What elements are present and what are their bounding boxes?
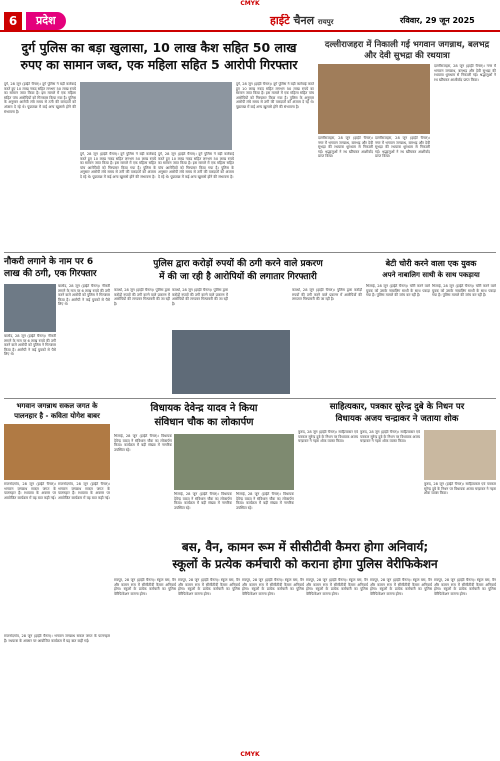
story8-headline-1: बस, वैन, कामन रूम में सीसीटीवी कैमरा होगा अनिवार्य; — [181, 540, 429, 554]
right-top-body-2: दल्लीराजहरा, 28 जून (हाईटे चैनल)। नगर में भगवान जगन्नाथ, बलभद्र और देवी सुभद्रा की रथयात्रा धूमधाम से निकाली गई। श्रद्धालुओं ने रथ खींचकर आशीर्वाद प्राप्त किया। — [375, 136, 430, 159]
right-top-body-1: दल्लीराजहरा, 28 जून (हाईटे चैनल)। नगर में भगवान जगन्नाथ, बलभद्र और देवी सुभद्रा की रथयात्रा धूमधाम से निकाली गई। श्रद्धालुओं ने रथ खींचकर आशीर्वाद प्राप्त किया। — [318, 136, 373, 159]
story3-headline-1: पुलिस द्वारा करोड़ों रुपयों की ठगी करने वाले प्रकरण — [153, 259, 323, 269]
story8-body-6: रायपुर, 28 जून (हाईटे चैनल)। स्कूल बस, वैन और कामन रूम में सीसीटीवी कैमरा अनिवार्य होगा। स्कूलों के प्रत्येक कर्मचारी का पुलिस वेरीफिकेशन कराना होगा। — [434, 578, 496, 596]
cmyk-logo: CMYK — [240, 0, 260, 7]
story6-headline-2: संविधान चौक का लोकार्पण — [154, 417, 254, 428]
right-top-body-3: दल्लीराजहरा, 28 जून (हाईटे चैनल)। नगर में भगवान जगन्नाथ, बलभद्र और देवी सुभद्रा की रथयात्रा धूमधाम से निकाली गई। श्रद्धालुओं ने रथ खींचकर आशीर्वाद प्राप्त किया। — [434, 64, 496, 82]
story7-body-2: कुरुद, 28 जून (हाईटे चैनल)। साहित्यकार एवं पत्रकार सुरेन्द्र दुबे के निधन पर विधायक अजय चन्द्राकर ने गहरा शोक व्यक्त किया। — [360, 430, 420, 444]
masthead — [270, 13, 333, 28]
story6-headline-1: विधायक देवेन्द्र यादव ने किया — [150, 403, 258, 414]
story4-body-1: भिलाई, 28 जून (हाईटे चैनल)। चोरी करने वाले युवक को उसके नाबालिग साथी के साथ पकड़ा गया है। पुलिस मामले की जांच कर रही है। — [366, 284, 430, 298]
masthead-city: रायपुर — [317, 18, 334, 26]
story7-headline-2: विधायक अजय चन्द्राकर ने जताया शोक — [335, 414, 459, 424]
story2-body-2: बालोद, 28 जून (हाईटे चैनल)। नौकरी लगाने के नाम पर 6 लाख रुपये की ठगी करने वाले आरोपी को पुलिस ने गिरफ्तार किया है। आरोपी ने कई युवकों से पैसे लिए थे। — [4, 334, 56, 357]
story6-body-3: भिलाई, 28 जून (हाईटे चैनल)। विधायक देवेन्द्र यादव ने संविधान चौक का लोकार्पण किया। कार्यक्रम में बड़ी संख्या में नागरिक उपस्थित रहे। — [236, 492, 294, 510]
cmyk-logo-footer: CMYK — [240, 751, 260, 758]
story8-headline-2: स्कूलों के प्रत्येक कर्मचारी को कराना होगा पुलिस वेरीफिकेशन — [172, 557, 438, 571]
story7-body-1: कुरुद, 28 जून (हाईटे चैनल)। साहित्यकार एवं पत्रकार सुरेन्द्र दुबे के निधन पर विधायक अजय चन्द्राकर ने गहरा शोक व्यक्त किया। — [298, 430, 358, 444]
story7-body-3: कुरुद, 28 जून (हाईटे चैनल)। साहित्यकार एवं पत्रकार सुरेन्द्र दुबे के निधन पर विधायक अजय चन्द्राकर ने गहरा शोक व्यक्त किया। — [424, 482, 496, 496]
story8-body-2: रायपुर, 28 जून (हाईटे चैनल)। स्कूल बस, वैन और कामन रूम में सीसीटीवी कैमरा अनिवार्य होगा। स्कूलों के प्रत्येक कर्मचारी का पुलिस वेरीफिकेशन कराना होगा। — [178, 578, 240, 596]
lead-headline-2: रुपए का सामान जब्त, एक महिला सहित 5 आरोपी गिरफ्तार — [20, 57, 298, 72]
story5-body-1: राजनांदगांव, 28 जून (हाईटे चैनल)। भगवान जगन्नाथ सकल जगत के पालनहार हैं। रथयात्रा के अवसर पर आयोजित कार्यक्रम में यह बात कही गई। — [4, 482, 56, 500]
lead-body-col-4: दुर्ग, 28 जून (हाईटे चैनल)। दुर्ग पुलिस ने बड़ी कार्रवाई करते हुए 10 लाख नकद सहित लगभग 50 लाख रुपये का सामान जब्त किया है। इस मामले में एक महिला सहित पांच आरोपियों को गिरफ्तार किया गया है। पुलिस के अनुसार आरोपी लंबे समय से ठगी की वारदातों को अंजाम दे रहे थे। पूछताछ में कई अन्य खुलासे होने की संभावना है। — [236, 82, 314, 109]
footer-registration-bar — [0, 751, 500, 761]
story4-headline-2: अपने नाबालिग साथी के साथ पकड़ाया — [382, 271, 480, 279]
story7-photo — [424, 430, 496, 480]
story8-body-1: रायपुर, 28 जून (हाईटे चैनल)। स्कूल बस, वैन और कामन रूम में सीसीटीवी कैमरा अनिवार्य होगा। स्कूलों के प्रत्येक कर्मचारी का पुलिस वेरीफिकेशन कराना होगा। — [114, 578, 176, 596]
masthead-left: हाईटे — [270, 14, 290, 27]
section-tab: प्रदेश — [26, 12, 66, 30]
right-top-headline: दल्लीराजहरा में निकाली गई भगवान जगन्नाथ, बलभद्र और देवी सुभद्रा की रथयात्रा — [324, 40, 490, 61]
story5-headline-1: भगवान जगन्नाथ सकल जगत के — [16, 402, 98, 410]
divider — [4, 252, 496, 253]
issue-date: रविवार, 29 जून 2025 — [400, 16, 475, 25]
story8-body-3: रायपुर, 28 जून (हाईटे चैनल)। स्कूल बस, वैन और कामन रूम में सीसीटीवी कैमरा अनिवार्य होगा। स्कूलों के प्रत्येक कर्मचारी का पुलिस वेरीफिकेशन कराना होगा। — [242, 578, 304, 596]
story6-photo — [174, 434, 294, 490]
page-number: 6 — [4, 12, 22, 30]
story2-headline: नौकरी लगाने के नाम पर 6 लाख की ठगी, एक गिरफ्तार — [4, 257, 97, 279]
lead-headline-1: दुर्ग पुलिस का बड़ा खुलासा, 10 लाख कैश सहित 50 लाख — [21, 40, 297, 55]
lead-body-col-1: दुर्ग, 28 जून (हाईटे चैनल)। दुर्ग पुलिस ने बड़ी कार्रवाई करते हुए 10 लाख नकद सहित लगभग 50 लाख रुपये का सामान जब्त किया है। इस मामले में एक महिला सहित पांच आरोपियों को गिरफ्तार किया गया है। पुलिस के अनुसार आरोपी लंबे समय से ठगी की वारदातों को अंजाम दे रहे थे। पूछताछ में कई अन्य खुलासे होने की संभावना है। — [4, 82, 76, 114]
top-registration-bar — [0, 0, 500, 10]
story6-body-2: भिलाई, 28 जून (हाईटे चैनल)। विधायक देवेन्द्र यादव ने संविधान चौक का लोकार्पण किया। कार्यक्रम में बड़ी संख्या में नागरिक उपस्थित रहे। — [174, 492, 232, 510]
rathyatra-photo — [318, 64, 430, 134]
story5-body-2: राजनांदगांव, 28 जून (हाईटे चैनल)। भगवान जगन्नाथ सकल जगत के पालनहार हैं। रथयात्रा के अवसर पर आयोजित कार्यक्रम में यह बात कही गई। — [58, 482, 110, 500]
divider — [4, 398, 496, 399]
story3-body-1: कवर्धा, 28 जून (हाईटे चैनल)। पुलिस द्वारा करोड़ों रुपयों की ठगी करने वाले प्रकरण में आरोपियों की लगातार गिरफ्तारी की जा रही है। — [114, 288, 170, 306]
lead-photo — [80, 82, 232, 150]
story8-body-4: रायपुर, 28 जून (हाईटे चैनल)। स्कूल बस, वैन और कामन रूम में सीसीटीवी कैमरा अनिवार्य होगा। स्कूलों के प्रत्येक कर्मचारी का पुलिस वेरीफिकेशन कराना होगा। — [306, 578, 368, 596]
story5-headline-2: पालनहार है - कविता योगेश बाबर — [14, 412, 100, 420]
masthead-right: चैनल — [293, 14, 315, 27]
story5-photo — [4, 424, 110, 480]
story3-photo — [172, 330, 290, 394]
story2-photo — [4, 284, 56, 332]
story3-headline-2: में की जा रही है आरोपियों की लगातार गिरफ्तारी — [159, 272, 317, 282]
story2-body-1: बालोद, 28 जून (हाईटे चैनल)। नौकरी लगाने के नाम पर 6 लाख रुपये की ठगी करने वाले आरोपी को पुलिस ने गिरफ्तार किया है। आरोपी ने कई युवकों से पैसे लिए थे। — [58, 284, 110, 307]
story8-body-5: रायपुर, 28 जून (हाईटे चैनल)। स्कूल बस, वैन और कामन रूम में सीसीटीवी कैमरा अनिवार्य होगा। स्कूलों के प्रत्येक कर्मचारी का पुलिस वेरीफिकेशन कराना होगा। — [370, 578, 432, 596]
story4-body-2: भिलाई, 28 जून (हाईटे चैनल)। चोरी करने वाले युवक को उसके नाबालिग साथी के साथ पकड़ा गया है। पुलिस मामले की जांच कर रही है। — [432, 284, 496, 298]
story4-headline-1: बेटी चोरी करने वाला एक युवक — [385, 259, 477, 268]
story3-body-3: कवर्धा, 28 जून (हाईटे चैनल)। पुलिस द्वारा करोड़ों रुपयों की ठगी करने वाले प्रकरण में आरोपियों की लगातार गिरफ्तारी की जा रही है। — [292, 288, 362, 302]
story7-headline-1: साहित्यकार, पत्रकार सुरेन्द्र दुबे के निधन पर — [329, 402, 465, 412]
story5-body-3: राजनांदगांव, 28 जून (हाईटे चैनल)। भगवान जगन्नाथ सकल जगत के पालनहार हैं। रथयात्रा के अवसर पर आयोजित कार्यक्रम में यह बात कही गई। — [4, 634, 110, 643]
lead-body-col-2: दुर्ग, 28 जून (हाईटे चैनल)। दुर्ग पुलिस ने बड़ी कार्रवाई करते हुए 10 लाख नकद सहित लगभग 50 लाख रुपये का सामान जब्त किया है। इस मामले में एक महिला सहित पांच आरोपियों को गिरफ्तार किया गया है। पुलिस के अनुसार आरोपी लंबे समय से ठगी की वारदातों को अंजाम दे रहे थे। पूछताछ में कई अन्य खुलासे होने की संभावना है। — [80, 152, 156, 179]
story3-body-2: कवर्धा, 28 जून (हाईटे चैनल)। पुलिस द्वारा करोड़ों रुपयों की ठगी करने वाले प्रकरण में आरोपियों की लगातार गिरफ्तारी की जा रही है। — [172, 288, 228, 306]
lead-body-col-3: दुर्ग, 28 जून (हाईटे चैनल)। दुर्ग पुलिस ने बड़ी कार्रवाई करते हुए 10 लाख नकद सहित लगभग 50 लाख रुपये का सामान जब्त किया है। इस मामले में एक महिला सहित पांच आरोपियों को गिरफ्तार किया गया है। पुलिस के अनुसार आरोपी लंबे समय से ठगी की वारदातों को अंजाम दे रहे थे। पूछताछ में कई अन्य खुलासे होने की संभावना है। — [158, 152, 234, 179]
story6-body-1: भिलाई, 28 जून (हाईटे चैनल)। विधायक देवेन्द्र यादव ने संविधान चौक का लोकार्पण किया। कार्यक्रम में बड़ी संख्या में नागरिक उपस्थित रहे। — [114, 434, 172, 452]
